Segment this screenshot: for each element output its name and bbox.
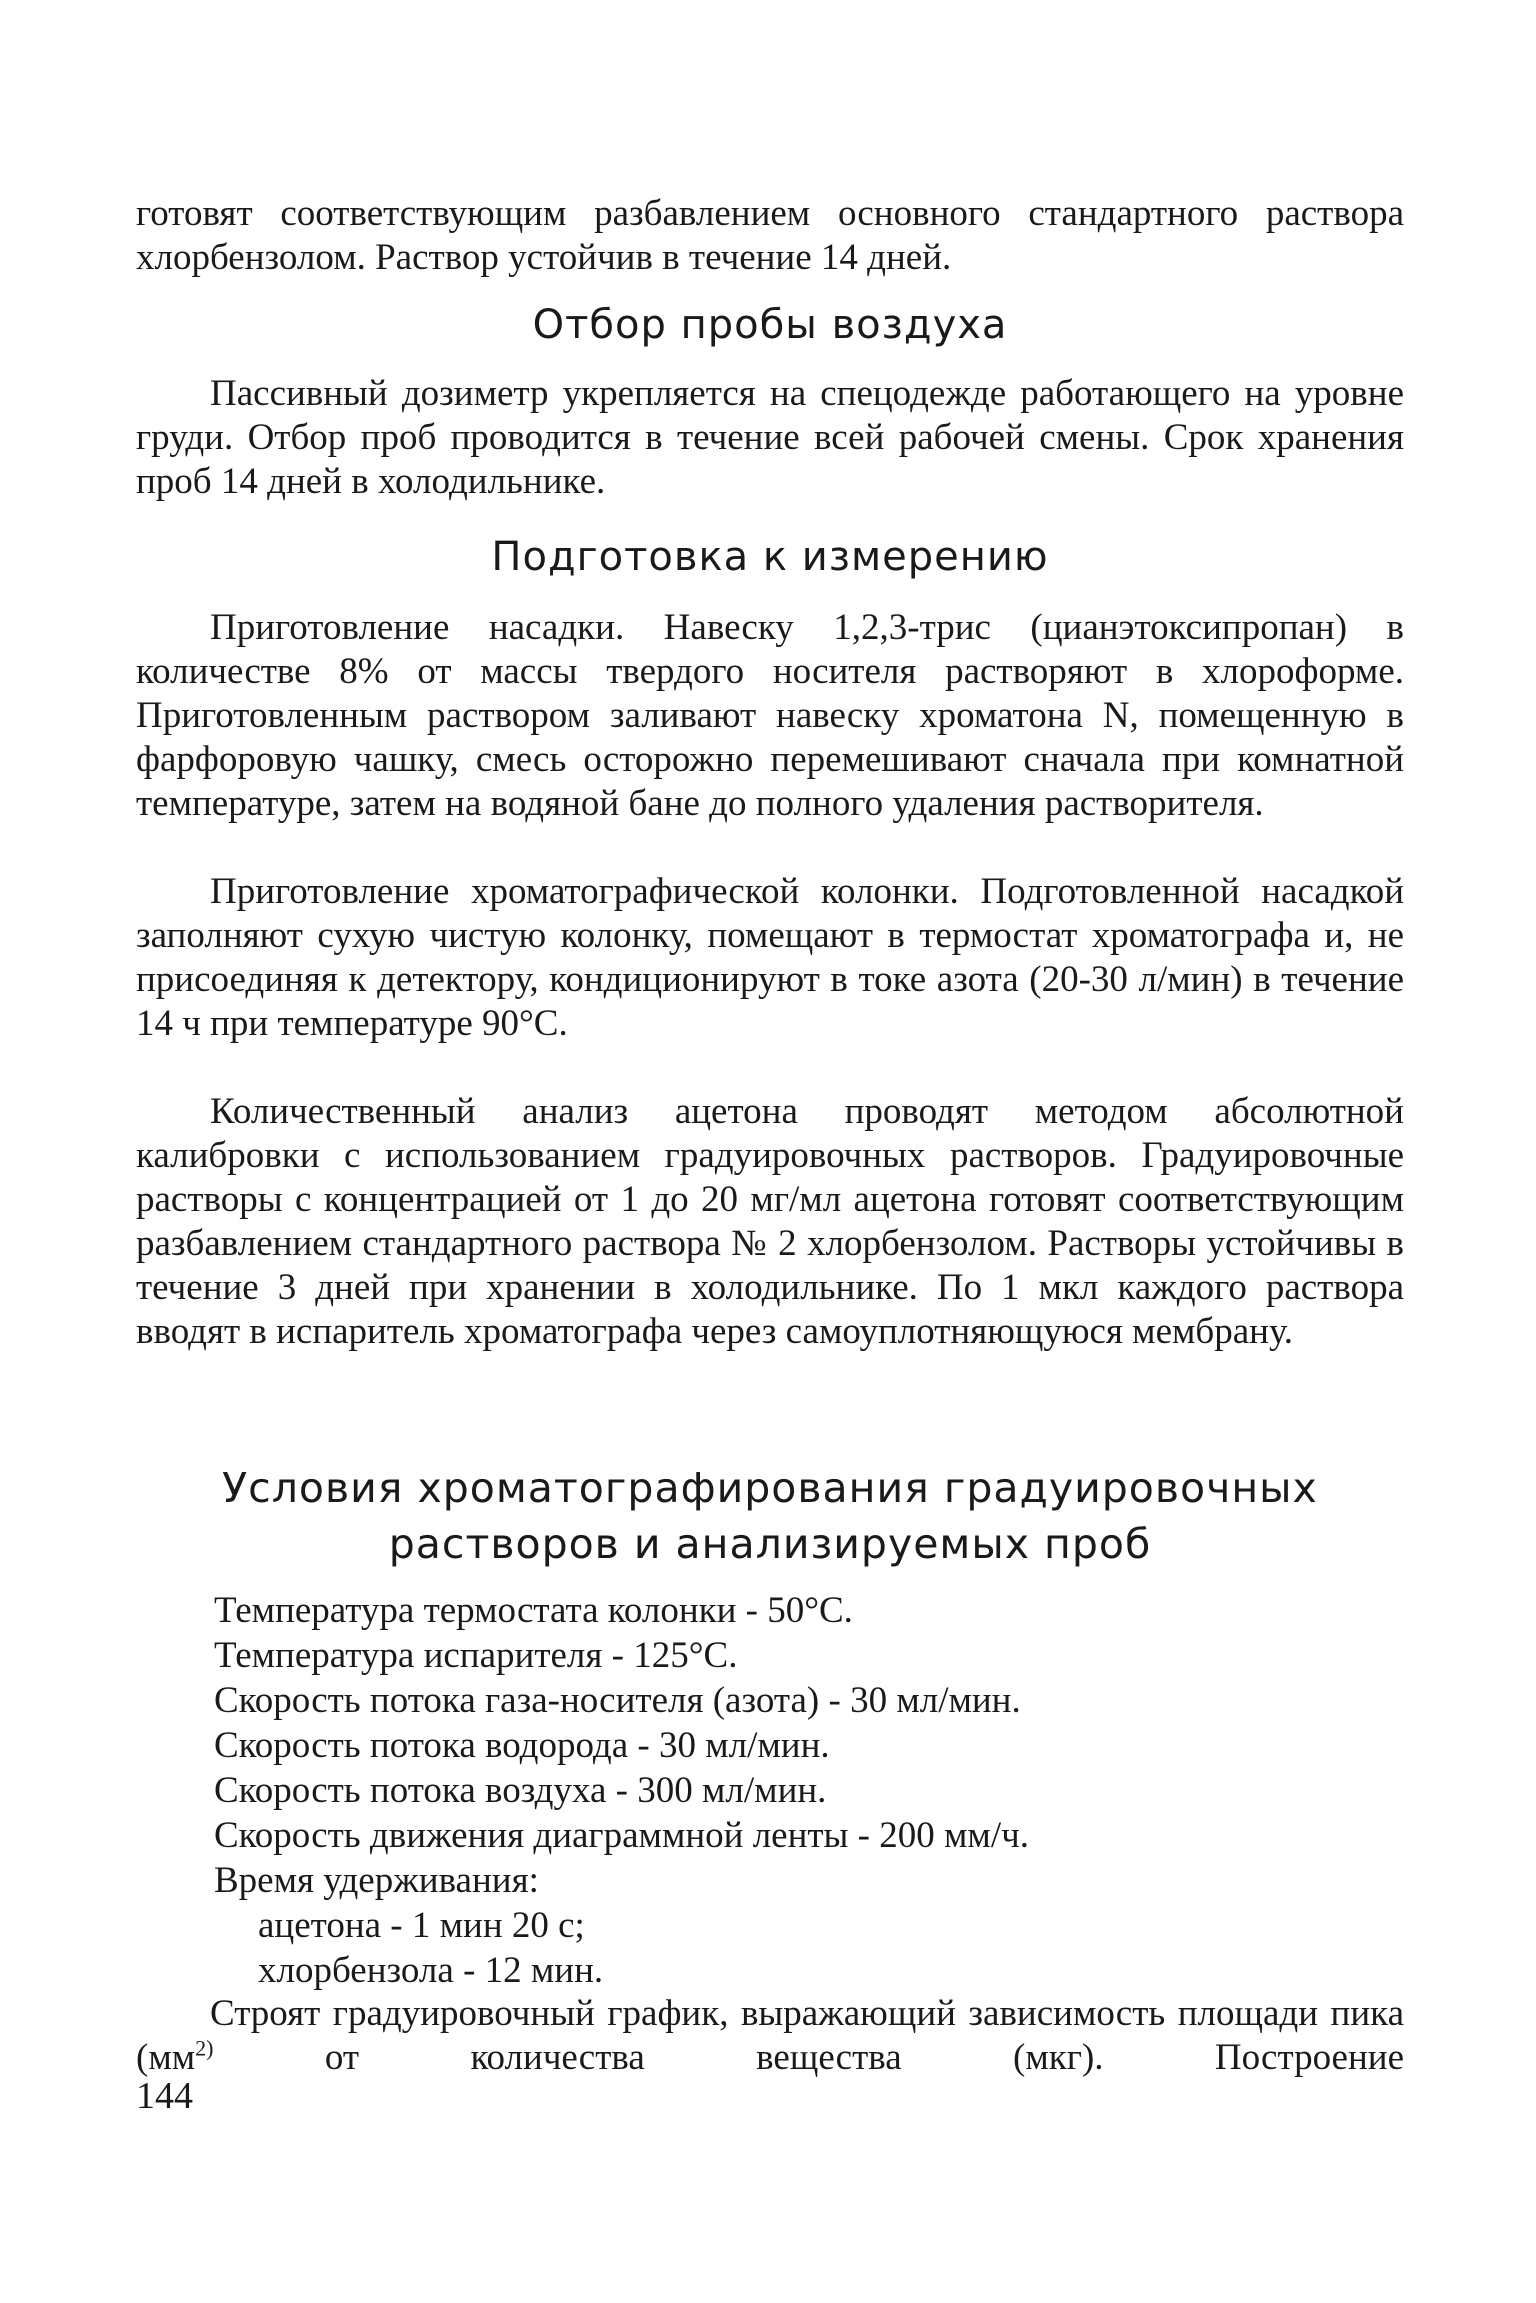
closing-text-part1: Строят градуировочный график, выражающий зависимость площади пика (мм xyxy=(136,1993,1404,2078)
condition-item: Время удерживания: xyxy=(214,1860,539,1901)
closing-text-part2: от количества вещества (мкг). Построение xyxy=(213,2037,1404,2078)
condition-item: Температура термостата колонки - 50°С. xyxy=(214,1590,853,1631)
column-text: Приготовление хроматографической колонки. Подготовленной насадкой заполняют сухую чистую колонку, помещают в термостат хроматографа и, не присоединяя к детектору, кондиционируют в токе азота (20-30 л/мин) в течение 14 ч при температуре 90°С. xyxy=(136,871,1404,1044)
retention-item: ацетона - 1 мин 20 с; xyxy=(258,1905,585,1946)
preparation-paragraph-column xyxy=(136,870,1404,1046)
section-title-conditions-line1: Условия хроматографирования градуировочных xyxy=(222,1464,1318,1512)
condition-item: Скорость движения диаграммной ленты - 200 мм/ч. xyxy=(214,1815,1029,1856)
retention-item: хлорбензола - 12 мин. xyxy=(258,1950,604,1991)
preparation-paragraph-packing xyxy=(136,606,1404,826)
closing-text xyxy=(136,1992,1404,2080)
section-title-conditions-line2: растворов и анализируемых проб xyxy=(388,1520,1152,1568)
quantitative-text: Количественный анализ ацетона проводят методом абсолютной калибровки с использованием градуировочных растворов. Градуировочные растворы с концентрацией от 1 до 20 мг/мл ацетона готовят соответствующим разбавлением стандартного раствора № 2 хлорбензолом. Растворы устойчивы в течение 3 дней при хранении в холодильнике. По 1 мкл каждого раствора вводят в испаритель хроматографа через самоуплотняющуюся мембрану. xyxy=(136,1091,1404,1352)
conditions-list xyxy=(214,1588,1404,1993)
intro-paragraph xyxy=(136,192,1404,280)
air-sampling-paragraph xyxy=(136,372,1404,504)
condition-item: Скорость потока газа-носителя (азота) - 30 мл/мин. xyxy=(214,1680,1021,1721)
condition-item: Скорость потока воздуха - 300 мл/мин. xyxy=(214,1770,827,1811)
condition-item: Скорость потока водорода - 30 мл/мин. xyxy=(214,1725,830,1766)
intro-paragraph-text: готовят соответствующим разбавлением основного стандартного раствора хлорбензолом. Раствор устойчив в течение 14 дней. xyxy=(136,193,1404,278)
superscript-2: 2) xyxy=(195,2035,214,2061)
closing-paragraph xyxy=(136,1992,1404,2080)
section-title-preparation: Подготовка к измерению xyxy=(491,534,1049,580)
section-title-air-sampling: Отбор пробы воздуха xyxy=(532,302,1008,348)
page-number: 144 xyxy=(136,2075,193,2117)
air-sampling-text: Пассивный дозиметр укрепляется на спецодежде работающего на уровне груди. Отбор проб проводится в течение всей рабочей смены. Срок хранения проб 14 дней в холодильнике. xyxy=(136,373,1404,502)
preparation-paragraph-quantitative xyxy=(136,1090,1404,1354)
packing-text: Приготовление насадки. Навеску 1,2,3-трис (цианэтоксипропан) в количестве 8% от массы твердого носителя растворяют в хлороформе. Приготовленным раствором заливают навеску хроматона N, помещенную в фарфоровую чашку, смесь осторожно перемешивают сначала при комнатной температуре, затем на водяной бане до полного удаления растворителя. xyxy=(136,607,1404,824)
condition-item: Температура испарителя - 125°С. xyxy=(214,1635,738,1676)
